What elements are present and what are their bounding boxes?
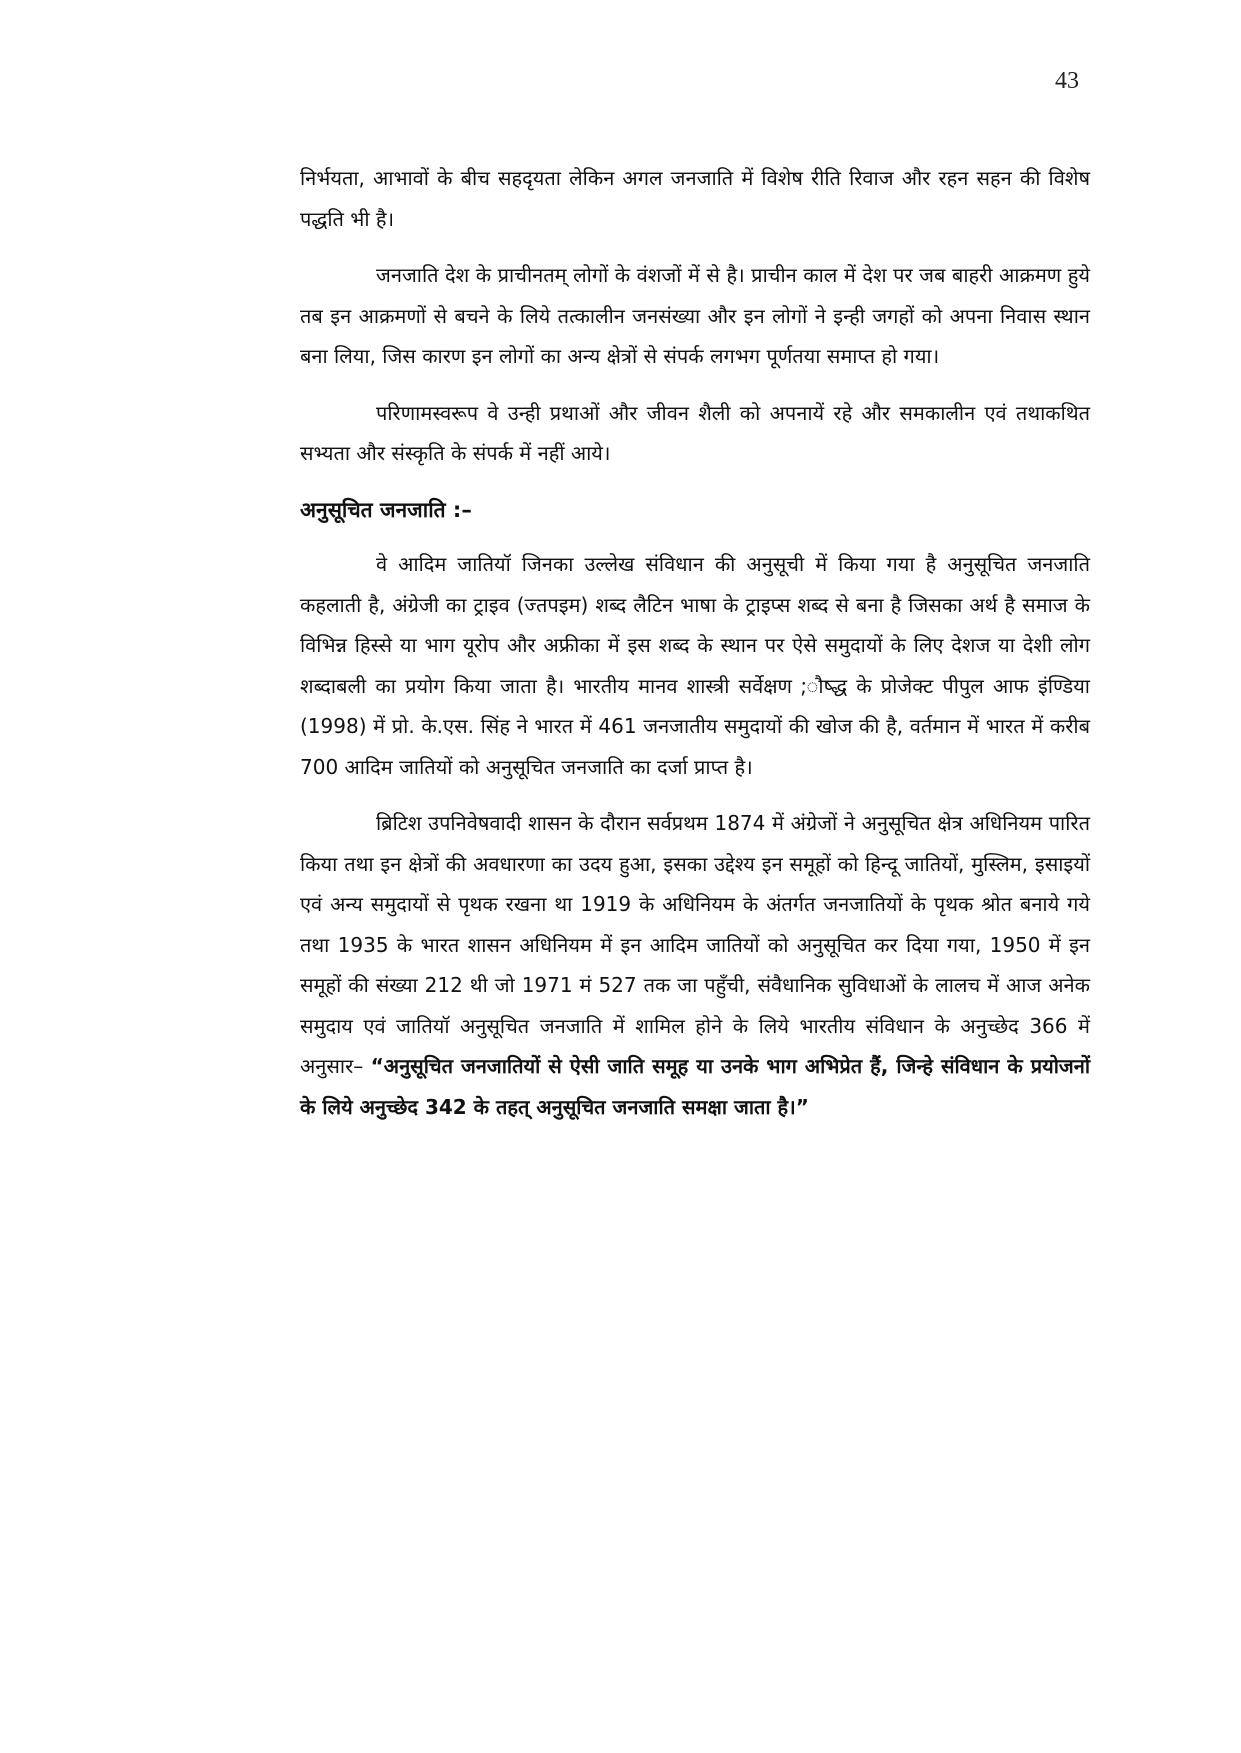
paragraph-1: निर्भयता, आभावों के बीच सहदृयता लेकिन अगल जनजाति में विशेष रीति रिवाज और रहन सहन की विशेष पद्धति भी है। [300,166,1090,231]
paragraph-2: जनजाति देश के प्राचीनतम् लोगों के वंशजों में से है। प्राचीन काल में देश पर जब बाहरी आक्रमण हुये तब इन आक्रमणों से बचने के लिये तत्कालीन जनसंख्या और इन लोगों ने इन्ही जगहों को अपना निवास स्थान बना लिया, जिस कारण इन लोगों का अन्य क्षेत्रों से संपर्क लगभग पूर्णतया समाप्त हो गया। [300,263,1090,368]
page-number: 43 [1055,68,1079,94]
paragraph-5-text: ब्रिटिश उपनिवेषवादी शासन के दौरान सर्वप्रथम 1874 में अंग्रेजों ने अनुसूचित क्षेत्र अधिनियम पारित किया तथा इन क्षेत्रों की अवधारणा का उदय हुआ, इसका उद्देश्य इन समूहों को हिन्दू जातियों, मुस्लिम, इसाइयों एवं अन्य समुदायों से पृथक रखना था 1919 के अधिनियम के अंतर्गत जनजातियों के पृथक श्रोत बनाये गये तथा 1935 के भारत शासन अधिनियम में इन आदिम जातियों को अनुसूचित कर दिया गया, 1950 में इन समूहों की संख्या 212 थी जो 1971 मं 527 तक जा पहुॅंची, संवैधानिक सुविधाओं के लालच में आज अनेक समुदाय एवं जातियॉ अनुसूचित जनजाति में शामिल होने के लिये भारतीय संविधान के अनुच्छेद 366 में अनुसार– [300,811,1090,1078]
constitution-quote: “अनुसूचित जनजातियों से ऐसी जाति समूह या उनके भाग अभिप्रेत हैं, जिन्हे संविधान के प्रयोजनों के लिये अनुच्छेद 342 के तहत् अनुसूचित जनजाति समक्षा जाता है।” [300,1054,1091,1119]
section-heading: अनुसूचित जनजाति :– [300,497,472,522]
paragraph-4: वे आदिम जातियॉ जिनका उल्लेख संविधान की अनुसूची में किया गया है अनुसूचित जनजाति कहलाती है, अंग्रेजी का ट्राइव (ज्तपइम) शब्द लैटिन भाषा के ट्राइप्स शब्द से बना है जिसका अर्थ है समाज के विभिन्न हिस्से या भाग यूरोप और अफ्रीका में इस शब्द के स्थान पर ऐसे समुदायों के लिए देशज या देशी लोग शब्दाबली का प्रयोग किया जाता है। भारतीय मानव शास्त्री सर्वेक्षण ;ौष्द्ध के प्रोजेक्ट पीपुल आफ इंण्डिया (1998) में प्रो. के.एस. सिंह ने भारत में 461 जनजातीय समुदायों की खोज की है, वर्तमान में भारत में करीब 700 आदिम जातियों को अनुसूचित जनजाति का दर्जा प्राप्त है। [300,552,1090,779]
document-body [300,158,1090,1143]
paragraph-3: परिणामस्वरूप वे उन्ही प्रथाओं और जीवन शैली को अपनायें रहे और समकालीन एवं तथाकथित सभ्यता और संस्कृति के संपर्क में नहीं आये। [300,400,1090,465]
paragraph-5 [300,803,1090,1127]
